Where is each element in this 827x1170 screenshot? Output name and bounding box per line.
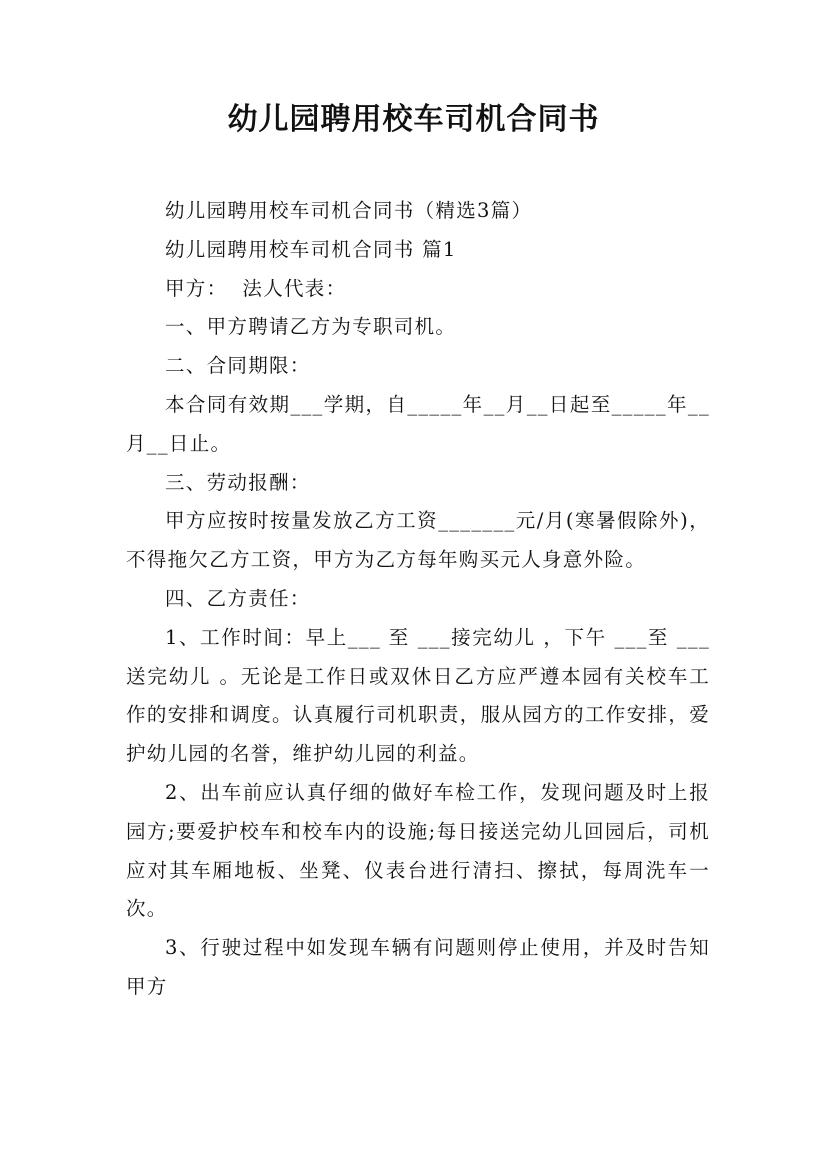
paragraph-clause-3-heading: 三、劳动报酬： [165,470,311,494]
paragraph-clause-4-heading: 四、乙方责任： [165,586,311,610]
paragraph-heading-selection: 幼儿园聘用校车司机合同书（精选3篇） [165,199,533,222]
paragraph-clause-2-heading: 二、合同期限： [165,354,311,378]
document-title: 幼儿园聘用校车司机合同书 [227,102,600,137]
paragraph-article-title: 幼儿园聘用校车司机合同书 篇1 [165,237,457,261]
paragraph-parties: 甲方： 法人代表： [165,276,347,300]
paragraph-work-hours: 1、工作时间：早上___ 至 ___接完幼儿 ，下午 ___至 ___送完幼儿 。无论是工作日或双休日乙方应严遵本园有关校车工作的安排和调度。认真履行司机职责，服从园方的工作安排，爱护幼儿园的名誉，维护幼儿园的利益。 [126,625,710,766]
paragraph-vehicle-care: 2、出车前应认真仔细的做好车检工作，发现问题及时上报园方;要爱护校车和校车内的设施;每日接送完幼儿回园后，司机应对其车厢地板、坐凳、仪表台进行清扫、擦拭，每周洗车一次。 [126,780,710,921]
paragraph-vehicle-problem: 3、行驶过程中如发现车辆有问题则停止使用，并及时告知甲方 [126,936,710,998]
paragraph-salary: 甲方应按时按量发放乙方工资_______元/月(寒暑假除外)，不得拖欠乙方工资，甲方为乙方每年购买元人身意外险。 [126,509,710,572]
document-body [126,192,710,1007]
paragraph-clause-1: 一、甲方聘请乙方为专职司机。 [165,315,457,339]
paragraph-contract-term: 本合同有效期___学期，自_____年__月__日起至_____年__月__日止。 [126,392,710,455]
